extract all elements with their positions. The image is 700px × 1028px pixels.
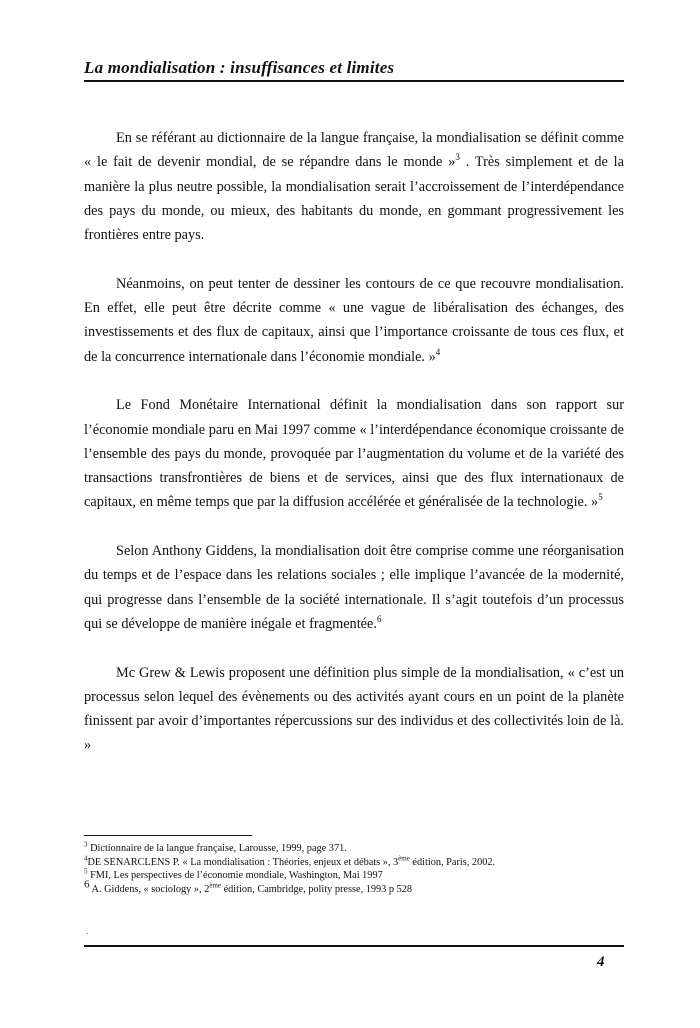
paragraph-2: Néanmoins, on peut tenter de dessiner les contours de ce que recouvre mondialisation. En effet, elle peut être décrite comme « une vague de libéralisation des échanges, des investissements et des flux de capitaux, ainsi que l’importance croissante de tous ces flux, et de la concurrence internationale dans l’économie mondiale. »$^4$: [84, 275, 624, 365]
footnote-ref-3[interactable]: 3: [455, 152, 460, 163]
footnote-4: $^4$DE SENARCLENS P. « La mondialisation : Théories, enjeux et débats », 3ème édition, Paris, 2002.: [84, 854, 496, 868]
footnote-6: 6 A. Giddens, « sociology », 2ème édition, Cambridge, polity presse, 1993 p 528: [84, 878, 413, 896]
footnote-ref-5[interactable]: 5: [598, 492, 603, 503]
paragraph-1: En se référant au dictionnaire de la langue française, la mondialisation se définit comme « le fait de devenir mondial, de se répandre dans le monde »$^3$ . Très simplement et de la manière la plus neutre possible, la mondialisation serait l’accroissement de l’interdépendance des pays du monde, ou mieux, des habitants du monde, en gommant progressivement les frontières entre pays.: [84, 130, 624, 244]
footnote-5: $^5$ FMI, Les perspectives de l’économie mondiale, Washington, Mai 1997: [84, 867, 383, 882]
stray-mark: .: [86, 926, 89, 936]
main-text: [84, 126, 624, 782]
footnote-3: $^3$ Dictionnaire de la langue française, Larousse, 1999, page 371.: [84, 840, 347, 854]
paragraph-5: Mc Grew & Lewis proposent une définition plus simple de la mondialisation, « c’est un processus selon lequel des évènements ou des activités ayant cours en un point de la planète finissent par avoir d’importantes répercussions sur des individus et des collectivités loin de là. »: [84, 664, 624, 754]
page-number: 4: [597, 954, 605, 970]
footnotes: [84, 842, 624, 897]
paragraph-3: Le Fond Monétaire International définit la mondialisation dans son rapport sur l’économie mondiale paru en Mai 1997 comme « l’interdépendance économique croissante de l’ensemble des pays du monde, provoquée par l’augmentation du volume et de la variété des transactions transfrontières de biens et de services, ainsi que des flux internationaux de capitaux, en même temps que par la diffusion accélérée et généralisée de la technologie. »$^5$: [84, 397, 624, 511]
footnote-ref-4[interactable]: 4: [435, 346, 441, 357]
footnote-ref-6[interactable]: 6: [376, 614, 382, 625]
paragraph-4: Selon Anthony Giddens, la mondialisation doit être comprise comme une réorganisation du temps et de l’espace dans les relations sociales ; elle implique l’avancée de la modernité, qui progresse dans l’ensemble de la société internationale. Il s’agit toutefois d’un processus qui se développe de manière inégale et fragmentée.$^6$: [84, 543, 624, 632]
header-rule: [84, 80, 624, 82]
running-header-title: La mondialisation : insuffisances et limites: [84, 58, 395, 77]
footnote-separator: [84, 835, 252, 836]
page-header: [84, 58, 624, 78]
footer-rule: [84, 945, 624, 947]
